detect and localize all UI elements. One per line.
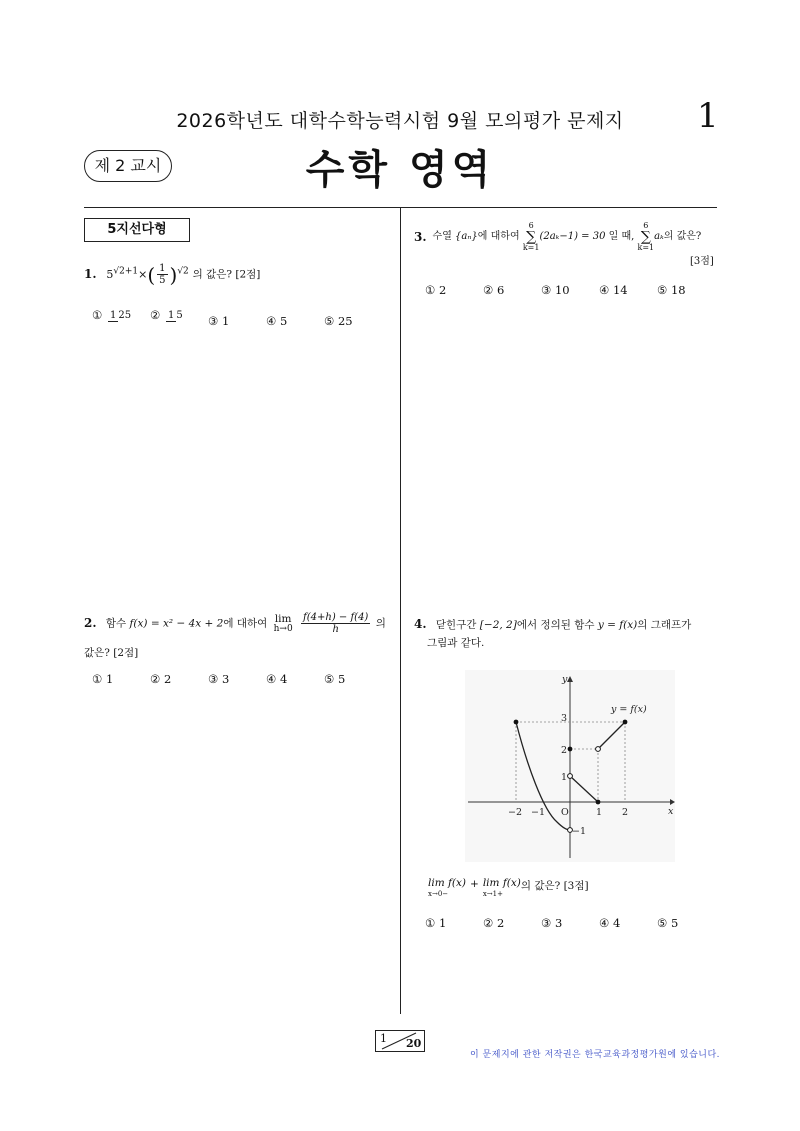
choice-2[interactable]: ② 2 [483,916,505,930]
copyright-notice: 이 문제지에 관한 저작권은 한국교육과정평가원에 있습니다. [470,1050,721,1060]
y-axis-label: y [562,674,568,685]
page-number: 1 [697,96,719,136]
question-4: 4. 닫힌구간 [−2, 2]에서 정의된 함수 y = f(x)의 그래프가 [414,617,692,631]
choice-3[interactable]: ③ 3 [208,672,230,686]
q2-limit: lim h→0 [273,612,293,634]
x-tick-label: −2 [508,807,523,818]
point-filled [514,720,519,725]
section-label: 5지선다형 [84,218,190,242]
choice-1[interactable]: ① 2 [425,283,447,297]
q4-limit-expression: lim f(x) x→0− + lim f(x) x→1+ 의 값은? [3점] [428,877,589,898]
choice-4[interactable]: ④ 4 [599,916,621,930]
point-filled [623,720,628,725]
choice-5[interactable]: ⑤ 5 [657,916,679,930]
q2-function: f(x) = x² − 4x + 2 [129,617,224,630]
q1-choices [92,308,382,328]
point-filled [596,800,601,805]
function-graph [465,670,675,862]
y-tick-label: 2 [561,745,568,756]
choice-2[interactable]: ② 6 [483,283,505,297]
q1-suffix: 의 값은? [2점] [192,268,261,281]
y-tick-label: −1 [572,826,587,837]
choice-4[interactable]: ④ 14 [599,283,628,297]
question-2: 2. 함수 f(x) = x² − 4x + 2에 대하여 lim h→0 $\frac{f(4+h) - f(4)}{h}$ 의 [84,612,386,635]
session-badge: 제 2 교시 [84,150,172,182]
choice-2[interactable]: ② 1 5 [150,308,183,322]
choice-1[interactable]: ① 1 [425,916,447,930]
q2-line2: 값은? [2점] [84,647,139,659]
page-indicator: 1 20 [375,1030,425,1052]
question-number: 4. [414,617,427,631]
question-number: 3. [414,230,427,244]
q4-choices [425,916,725,930]
q3-sum1: 6 ∑ k=1 [522,221,540,252]
question-1 [84,262,384,286]
choice-5[interactable]: ⑤ 5 [324,672,346,686]
point-open [568,774,573,779]
q1-expression: $5^{√2+1}\times$( $\frac{1}{5}$ )$^{√2}$ [106,262,189,287]
choice-5[interactable]: ⑤ 25 [324,314,353,328]
question-3: 3. 수열 {aₙ} 에 대하여 6 ∑ k=1 (2aₖ−1) = 30 일 때, 6 ∑ k=1 aₖ 의 값은? [414,221,702,252]
choice-4[interactable]: ④ 5 [266,314,288,328]
choice-1[interactable]: ① 1 25 [92,308,132,322]
exam-title: 2026학년도 대학수학능력시험 9월 모의평가 문제지 [176,110,624,132]
q2-fraction: $\frac{f(4+h) - f(4)}{h}$ [303,612,369,635]
point-filled [568,747,573,752]
choice-1[interactable]: ① 1 [92,672,114,686]
curve-label: y = f(x) [611,704,647,715]
x-axis-label: x [668,806,674,817]
x-tick-label: −1 [531,807,546,818]
x-tick-label: 1 [596,807,603,818]
q3-points: [3점] [690,256,714,267]
choice-2[interactable]: ② 2 [150,672,172,686]
x-tick-label: 2 [622,807,629,818]
y-tick-label: 1 [561,772,568,783]
choice-5[interactable]: ⑤ 18 [657,283,686,297]
choice-3[interactable]: ③ 3 [541,916,563,930]
q3-choices [425,283,725,297]
column-divider [400,208,401,1014]
q2-choices [92,672,382,686]
question-number: 1. [84,266,97,281]
origin-label: O [561,807,569,818]
q3-sum2: 6 ∑ k=1 [637,221,655,252]
choice-3[interactable]: ③ 10 [541,283,570,297]
subject-title: 수학 영역 [305,147,495,193]
choice-3[interactable]: ③ 1 [208,314,230,328]
y-tick-label: 3 [561,713,568,724]
point-open [596,747,601,752]
question-number: 2. [84,615,97,630]
q4-line2: 그림과 같다. [427,637,485,649]
choice-4[interactable]: ④ 4 [266,672,288,686]
